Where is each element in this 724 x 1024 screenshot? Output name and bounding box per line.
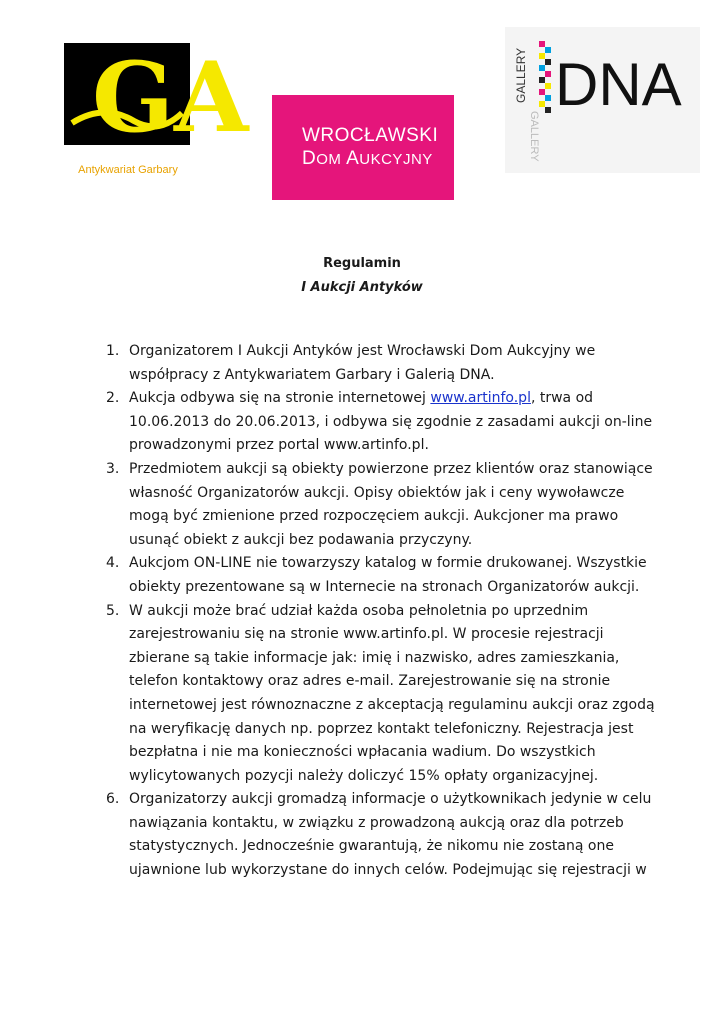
page-title: Regulamin xyxy=(323,256,401,271)
wda-line2: DOM AUKCYJNY xyxy=(302,148,433,169)
wroclawski-dom-aukcyjny-logo xyxy=(272,95,454,200)
list-item: 3. Przedmiotem aukcji są obiekty powierzone przez klientów oraz stanowiące własność Organizatorów aukcji. Opisy obiektów jak i ceny wywoławcze mogą być zmienione przed rozpoczęciem aukcji. Aukcjoner ma prawo usunąć obiekt z aukcji bez podawania przyczyny. xyxy=(106,460,653,548)
artinfo-link[interactable]: www.artinfo.pl xyxy=(430,390,531,407)
svg-text:GALLERY: GALLERY xyxy=(514,47,528,103)
antykwariat-caption: Antykwariat Garbary xyxy=(78,164,178,176)
list-item: 5. W aukcji może brać udział każda osoba pełnoletnia po uprzednim zarejestrowaniu się na stronie www.artinfo.pl. W procesie rejestracji zbierane są takie informacje jak: imię i nazwisko, adres zamieszkania, telefon kontaktowy oraz adres e-mail. Zarejestrowanie się na stronie internetowej jest równoznaczne z akceptacją regulaminu aukcji oraz zgodą na weryfikację danych np. poprzez kontakt telefoniczny. Rejestracja jest bezpłatna i nie ma konieczności wpłacania wadium. Do wszystkich wylicytowanych pozycji należy doliczyć 15% opłaty organizacyjnej. xyxy=(106,602,655,784)
dna-text: DNA xyxy=(555,51,682,118)
ga-monogram-icon xyxy=(64,41,249,154)
wda-line1: WROCŁAWSKI xyxy=(302,125,439,146)
list-item: 1. Organizatorem I Aukcji Antyków jest Wrocławski Dom Aukcyjny we współpracy z Antykwariatem Garbary i Galerią DNA. xyxy=(106,343,596,383)
antykwariat-garbary-logo xyxy=(64,41,249,154)
list-item: 4. Aukcjom ON-LINE nie towarzyszy katalog w formie drukowanej. Wszystkie obiekty prezentowane są w Internecie na stronach Organizatorów aukcji. xyxy=(106,555,647,595)
page-subtitle: I Aukcji Antyków xyxy=(301,280,423,295)
dna-gallery-logo xyxy=(505,27,700,173)
list-item: 2. Aukcja odbywa się na stronie internetowej www.artinfo.pl, trwa od 10.06.2013 do 20.06.2013, i odbywa się zgodnie z zasadami aukcji on-line prowadzonymi przez portal www.artinfo.pl. xyxy=(106,390,653,454)
svg-text:GALLERY: GALLERY xyxy=(528,111,540,162)
rules-list xyxy=(94,340,654,883)
list-item: 6. Organizatorzy aukcji gromadzą informacje o użytkownikach jedynie w celu nawiązania kontaktu, w związku z prowadzoną aukcją oraz dla potrzeb statystycznych. Jednocześnie gwarantują, że nikomu nie zostaną one ujawnione lub wykorzystane do innych celów. Podejmując się rejestracji w xyxy=(106,791,652,879)
dna-gallery-icon xyxy=(505,27,700,173)
logo-letter-g: GA xyxy=(92,41,249,154)
